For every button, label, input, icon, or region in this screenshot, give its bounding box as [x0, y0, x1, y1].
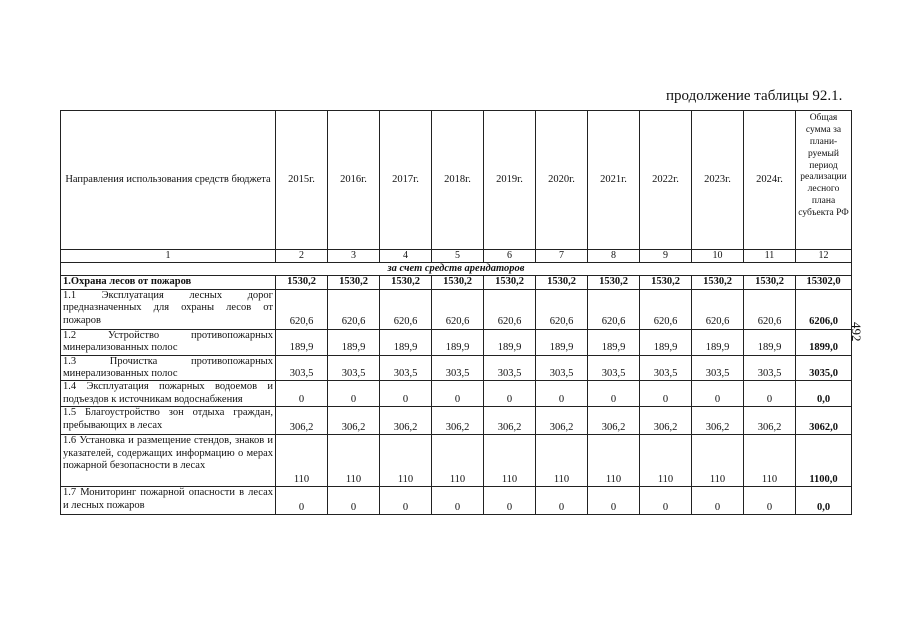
table-row — [61, 289, 852, 329]
row-value-cell: 303,5 — [484, 355, 536, 381]
row-value-cell: 0 — [692, 487, 744, 515]
header-year-cell: 2016г. — [328, 111, 380, 250]
row-value-cell: 0 — [588, 381, 640, 407]
row-value-cell: 0 — [744, 487, 796, 515]
table-row — [61, 487, 852, 515]
row-name-cell: 1.6 Установка и размещение стендов, знаков и указателей, содержащих информацию о мерах пожарной безопасности в лесах — [61, 435, 276, 487]
budget-table — [60, 110, 852, 515]
row-value-cell: 110 — [276, 435, 328, 487]
header-year-cell: 2019г. — [484, 111, 536, 250]
section-value-cell: 1530,2 — [692, 276, 744, 289]
row-value-cell: 620,6 — [692, 289, 744, 329]
row-value-cell: 110 — [484, 435, 536, 487]
row-value-cell: 189,9 — [536, 329, 588, 355]
section-value-cell: 1530,2 — [328, 276, 380, 289]
header-year-cell: 2015г. — [276, 111, 328, 250]
row-value-cell: 306,2 — [380, 407, 432, 435]
row-value-cell: 110 — [588, 435, 640, 487]
row-value-cell: 620,6 — [432, 289, 484, 329]
row-value-cell: 303,5 — [640, 355, 692, 381]
row-value-cell: 0 — [536, 487, 588, 515]
row-value-cell: 0 — [328, 381, 380, 407]
row-value-cell: 620,6 — [328, 289, 380, 329]
section-total-cell: 15302,0 — [796, 276, 852, 289]
row-value-cell: 110 — [692, 435, 744, 487]
row-value-cell: 620,6 — [380, 289, 432, 329]
table-row — [61, 381, 852, 407]
header-year-cell: 2024г. — [744, 111, 796, 250]
row-value-cell: 0 — [484, 381, 536, 407]
row-value-cell: 0 — [276, 487, 328, 515]
row-total-cell: 0,0 — [796, 381, 852, 407]
row-value-cell: 306,2 — [484, 407, 536, 435]
row-value-cell: 620,6 — [744, 289, 796, 329]
column-number: 5 — [432, 250, 484, 263]
header-year-cell: 2021г. — [588, 111, 640, 250]
section-name-cell: 1.Охрана лесов от пожаров — [61, 276, 276, 289]
row-value-cell: 0 — [588, 487, 640, 515]
row-value-cell: 303,5 — [588, 355, 640, 381]
row-value-cell: 0 — [744, 381, 796, 407]
row-value-cell: 303,5 — [536, 355, 588, 381]
row-total-cell: 3035,0 — [796, 355, 852, 381]
row-value-cell: 303,5 — [328, 355, 380, 381]
row-name-cell: 1.3 Прочистка противопожарных минерализованных полос — [61, 355, 276, 381]
table-row — [61, 435, 852, 487]
column-number: 11 — [744, 250, 796, 263]
header-year-cell: 2020г. — [536, 111, 588, 250]
row-value-cell: 189,9 — [588, 329, 640, 355]
row-value-cell: 306,2 — [640, 407, 692, 435]
table-row — [61, 329, 852, 355]
row-value-cell: 0 — [692, 381, 744, 407]
row-value-cell: 0 — [432, 487, 484, 515]
header-total-cell: Общая сумма за плани-руемый период реализации лесного плана субъекта РФ — [796, 111, 852, 250]
row-value-cell: 110 — [744, 435, 796, 487]
row-value-cell: 110 — [380, 435, 432, 487]
row-total-cell: 1899,0 — [796, 329, 852, 355]
header-row — [61, 111, 852, 250]
row-value-cell: 303,5 — [744, 355, 796, 381]
row-value-cell: 0 — [640, 381, 692, 407]
table-caption: продолжение таблицы 92.1. — [666, 88, 843, 104]
row-value-cell: 0 — [380, 487, 432, 515]
header-year-cell: 2017г. — [380, 111, 432, 250]
row-value-cell: 306,2 — [536, 407, 588, 435]
column-number: 2 — [276, 250, 328, 263]
header-year-cell: 2018г. — [432, 111, 484, 250]
row-value-cell: 620,6 — [536, 289, 588, 329]
row-total-cell: 1100,0 — [796, 435, 852, 487]
column-number: 4 — [380, 250, 432, 263]
row-value-cell: 306,2 — [432, 407, 484, 435]
section-value-cell: 1530,2 — [484, 276, 536, 289]
section-value-cell: 1530,2 — [380, 276, 432, 289]
row-value-cell: 306,2 — [276, 407, 328, 435]
row-value-cell: 620,6 — [640, 289, 692, 329]
row-value-cell: 0 — [536, 381, 588, 407]
row-value-cell: 620,6 — [484, 289, 536, 329]
row-name-cell: 1.2 Устройство противопожарных минерализованных полос — [61, 329, 276, 355]
row-value-cell: 620,6 — [588, 289, 640, 329]
row-value-cell: 620,6 — [276, 289, 328, 329]
column-number: 9 — [640, 250, 692, 263]
column-number: 12 — [796, 250, 852, 263]
row-name-cell: 1.7 Мониторинг пожарной опасности в лесах и лесных пожаров — [61, 487, 276, 515]
page-number: 492 — [849, 322, 864, 342]
row-value-cell: 306,2 — [692, 407, 744, 435]
column-number-row — [61, 250, 852, 263]
subheading-row — [61, 263, 852, 276]
row-value-cell: 189,9 — [432, 329, 484, 355]
column-number: 7 — [536, 250, 588, 263]
row-value-cell: 0 — [484, 487, 536, 515]
row-total-cell: 0,0 — [796, 487, 852, 515]
row-value-cell: 189,9 — [484, 329, 536, 355]
column-number: 1 — [61, 250, 276, 263]
section-value-cell: 1530,2 — [276, 276, 328, 289]
column-number: 3 — [328, 250, 380, 263]
row-name-cell: 1.5 Благоустройство зон отдыха граждан, пребывающих в лесах — [61, 407, 276, 435]
row-value-cell: 189,9 — [276, 329, 328, 355]
row-value-cell: 189,9 — [328, 329, 380, 355]
section-row — [61, 276, 852, 289]
funding-source-subheading: за счет средств арендаторов — [61, 263, 852, 276]
column-number: 10 — [692, 250, 744, 263]
row-total-cell: 6206,0 — [796, 289, 852, 329]
row-value-cell: 189,9 — [692, 329, 744, 355]
row-name-cell: 1.1 Эксплуатация лесных дорог предназначенных для охраны лесов от пожаров — [61, 289, 276, 329]
row-value-cell: 0 — [380, 381, 432, 407]
row-value-cell: 303,5 — [692, 355, 744, 381]
row-value-cell: 110 — [640, 435, 692, 487]
column-number: 8 — [588, 250, 640, 263]
table-row — [61, 355, 852, 381]
row-value-cell: 189,9 — [744, 329, 796, 355]
section-value-cell: 1530,2 — [536, 276, 588, 289]
row-value-cell: 306,2 — [328, 407, 380, 435]
header-year-cell: 2022г. — [640, 111, 692, 250]
row-name-cell: 1.4 Эксплуатация пожарных водоемов и подъездов к источникам водоснабжения — [61, 381, 276, 407]
row-value-cell: 303,5 — [380, 355, 432, 381]
section-value-cell: 1530,2 — [640, 276, 692, 289]
section-value-cell: 1530,2 — [432, 276, 484, 289]
row-value-cell: 303,5 — [432, 355, 484, 381]
row-value-cell: 110 — [328, 435, 380, 487]
row-value-cell: 189,9 — [380, 329, 432, 355]
table-row — [61, 407, 852, 435]
row-value-cell: 110 — [432, 435, 484, 487]
row-value-cell: 306,2 — [588, 407, 640, 435]
header-name-cell: Направления использования средств бюджета — [61, 111, 276, 250]
row-total-cell: 3062,0 — [796, 407, 852, 435]
header-year-cell: 2023г. — [692, 111, 744, 250]
row-value-cell: 0 — [276, 381, 328, 407]
row-value-cell: 0 — [328, 487, 380, 515]
row-value-cell: 0 — [640, 487, 692, 515]
row-value-cell: 189,9 — [640, 329, 692, 355]
column-number: 6 — [484, 250, 536, 263]
section-value-cell: 1530,2 — [588, 276, 640, 289]
row-value-cell: 306,2 — [744, 407, 796, 435]
section-value-cell: 1530,2 — [744, 276, 796, 289]
row-value-cell: 0 — [432, 381, 484, 407]
row-value-cell: 110 — [536, 435, 588, 487]
row-value-cell: 303,5 — [276, 355, 328, 381]
